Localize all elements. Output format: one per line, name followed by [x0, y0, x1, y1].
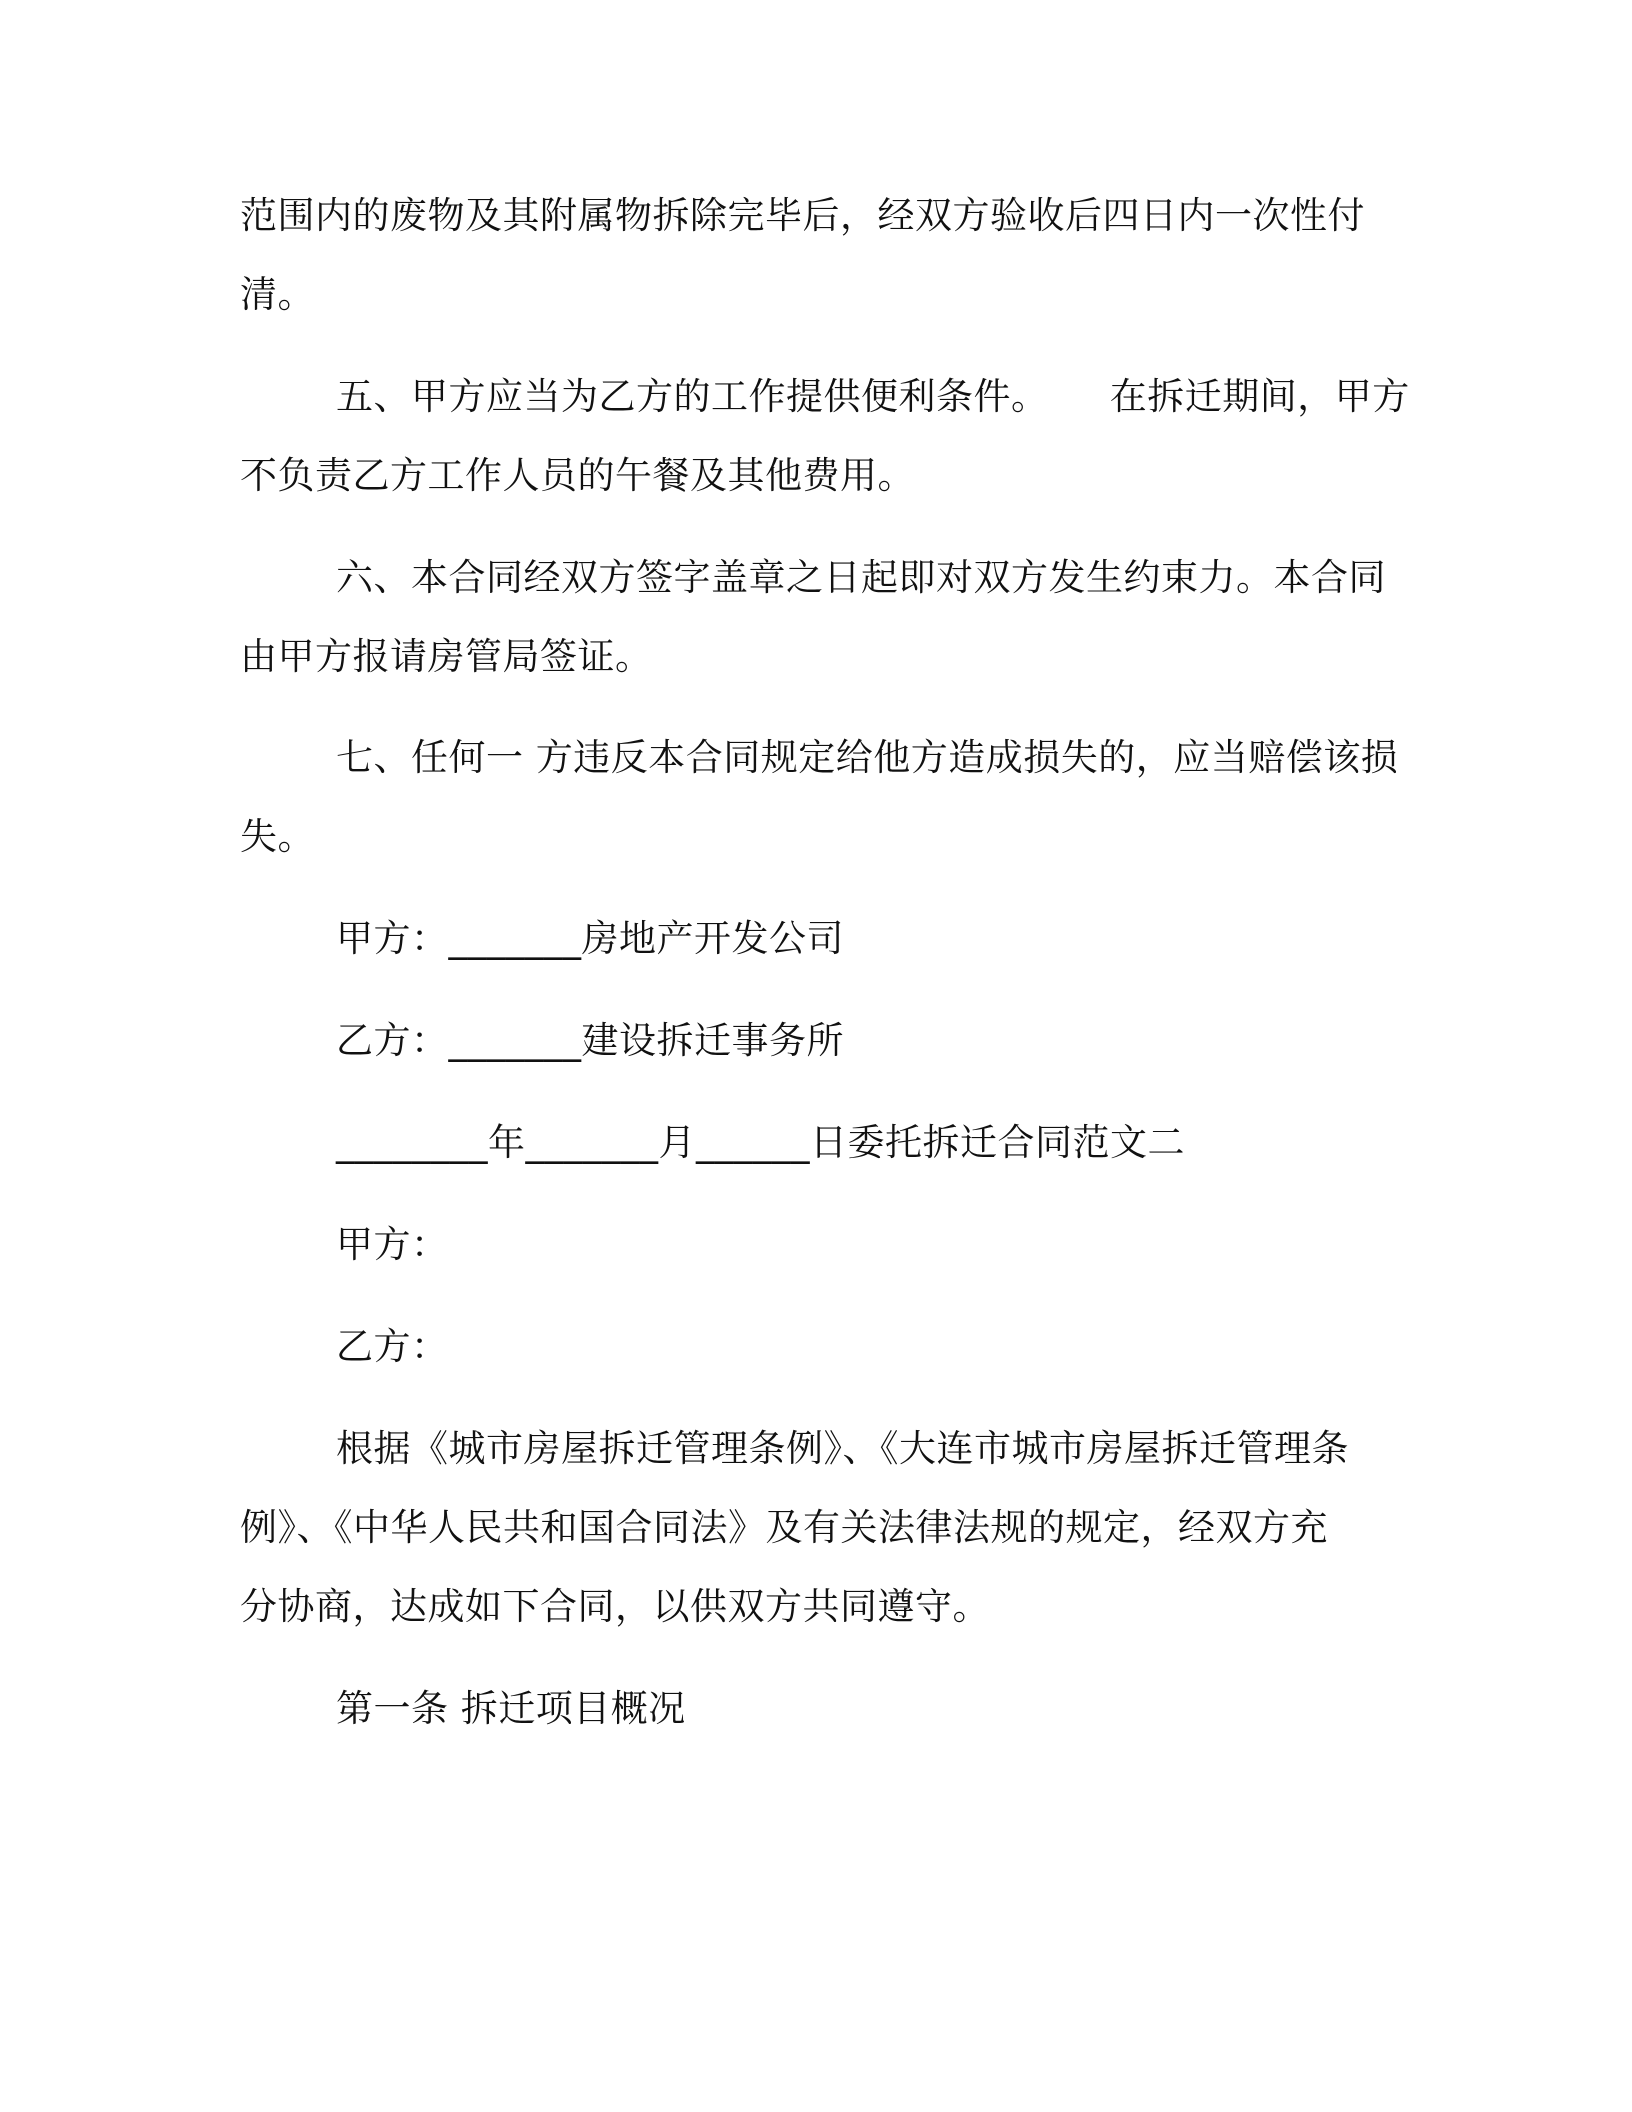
- party-b-label: 乙方：: [336, 1325, 449, 1368]
- text-line: 不负责乙方工作人员的午餐及其他费用。: [240, 454, 915, 497]
- article-one-heading: 第一条 拆迁项目概况: [336, 1687, 686, 1730]
- text-line: 例》、《中华人民共和国合同法》及有关法律法规的规定，经双方充: [240, 1506, 1328, 1549]
- text-line: 清。: [240, 273, 315, 316]
- text-line: 由甲方报请房管局签证。: [240, 635, 653, 678]
- party-b-line: 乙方：_______建设拆迁事务所: [336, 1019, 844, 1062]
- text-line: 分协商，达成如下合同，以供双方共同遵守。: [240, 1585, 990, 1628]
- clause-five: 五、甲方应当为乙方的工作提供便利条件。 在拆迁期间，甲方: [336, 375, 1410, 418]
- clause-six: 六、本合同经双方签字盖章之日起即对双方发生约束力。本合同: [336, 556, 1386, 599]
- party-a-line: 甲方：_______房地产开发公司: [336, 917, 844, 960]
- text-line: 范围内的废物及其附属物拆除完毕后，经双方验收后四日内一次性付: [240, 194, 1365, 237]
- party-a-label: 甲方：: [336, 1223, 449, 1266]
- clause-seven: 七、任何一 方违反本合同规定给他方造成损失的，应当赔偿该损: [336, 736, 1399, 779]
- date-line: ________年_______月______日委托拆迁合同范文二: [336, 1121, 1185, 1164]
- preamble-line: 根据《城市房屋拆迁管理条例》、《大连市城市房屋拆迁管理条: [336, 1427, 1349, 1470]
- text-line: 失。: [240, 815, 315, 858]
